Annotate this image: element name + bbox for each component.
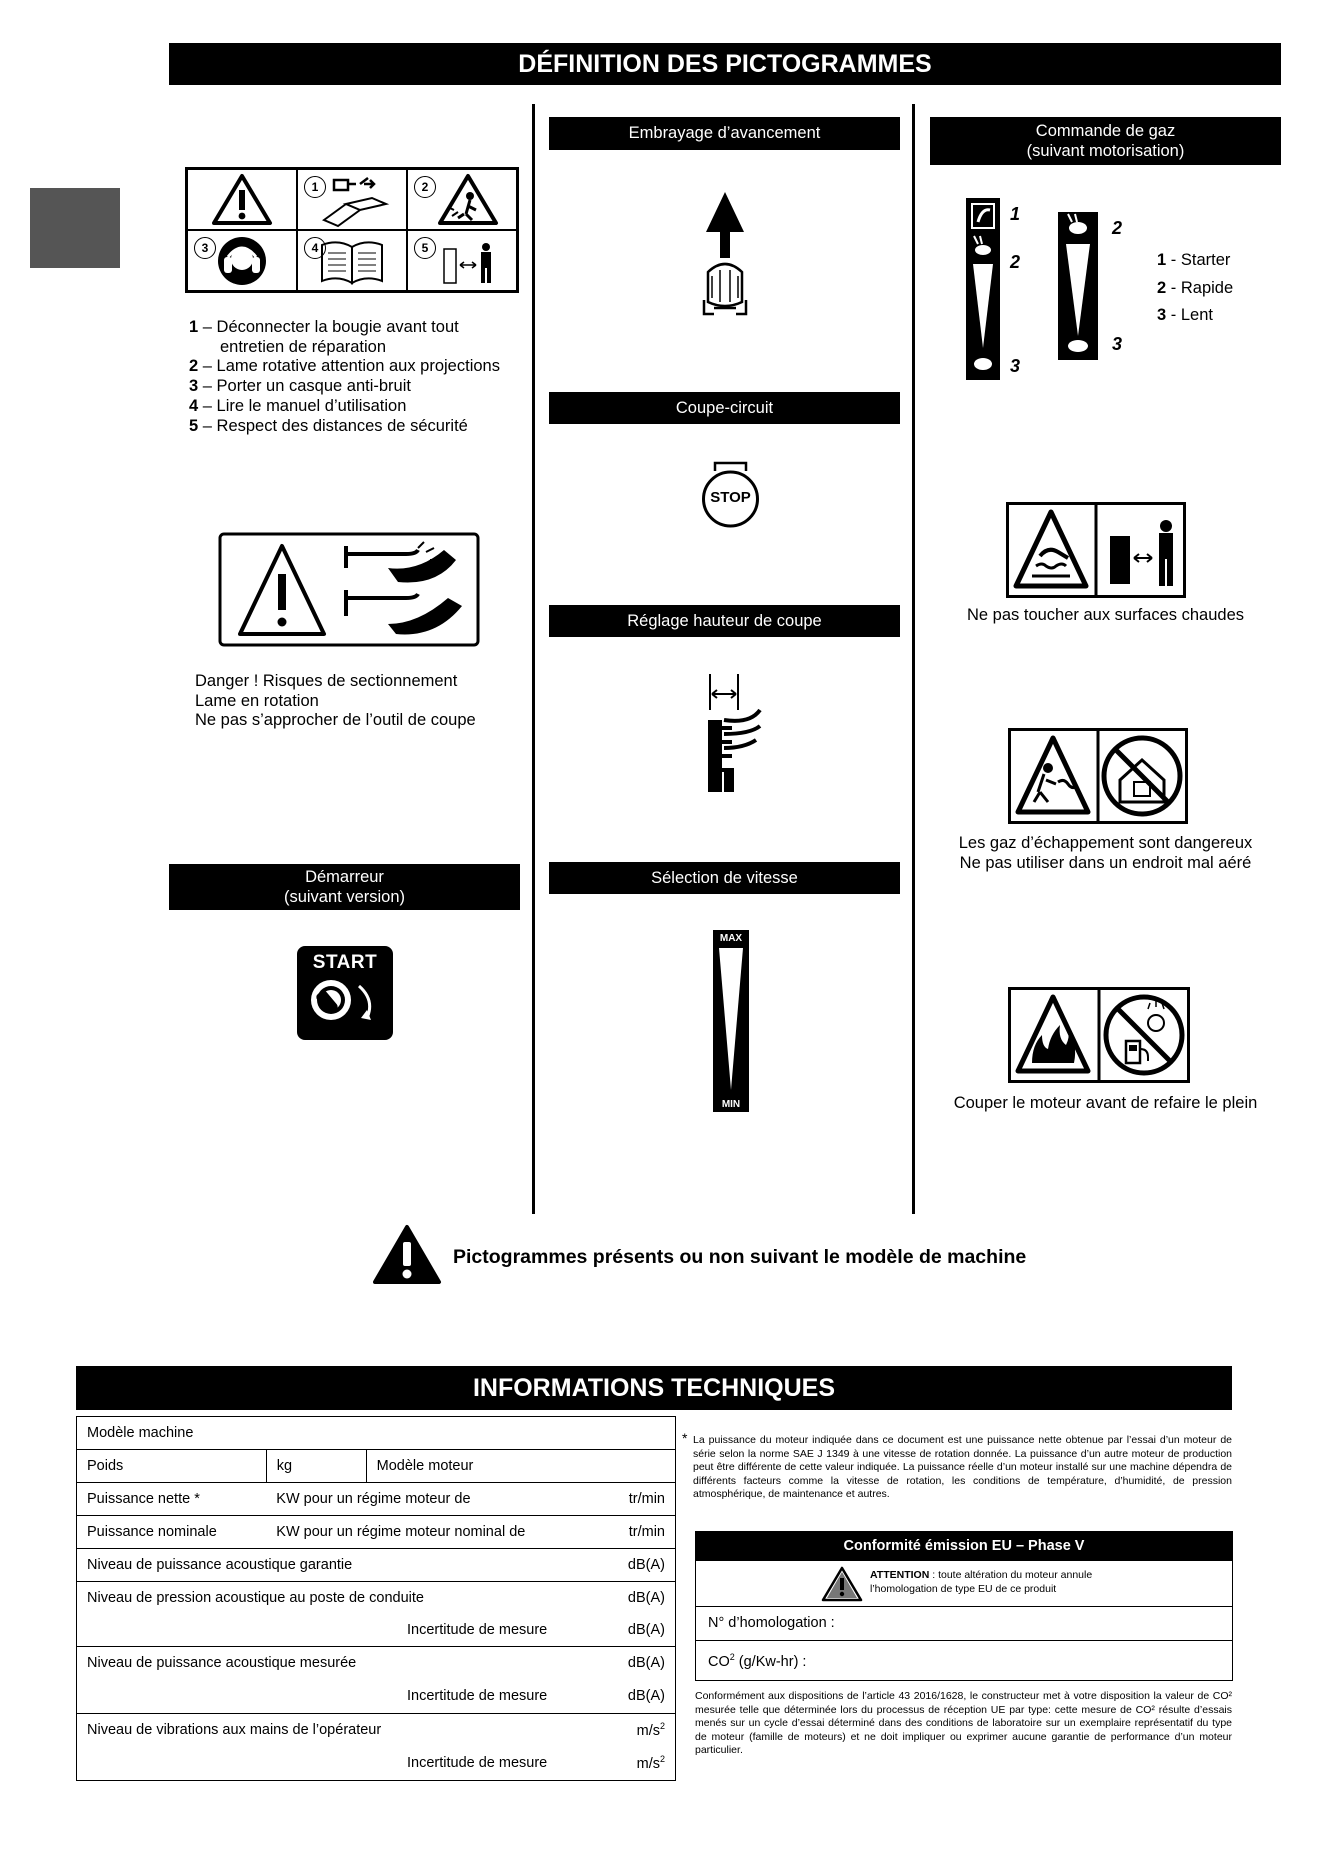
legend-item: 5 – Respect des distances de sécurité xyxy=(189,416,468,435)
spark-plug-manual-icon xyxy=(298,170,406,228)
section-header-reglage: Réglage hauteur de coupe xyxy=(549,605,900,637)
key-icon xyxy=(297,974,393,1038)
pictogram-number: 4 xyxy=(304,237,326,259)
legend-item-continued: entretien de réparation xyxy=(220,337,387,356)
notice-warning-icon xyxy=(372,1224,442,1286)
table-row: Puissance nominale KW pour un régime moteur nominal de tr/min xyxy=(77,1516,676,1549)
table-row: Modèle machine xyxy=(77,1417,676,1450)
pictogram-number: 2 xyxy=(414,176,436,198)
pictogram-legend xyxy=(189,318,529,436)
section-header-selection: Sélection de vitesse xyxy=(549,862,900,894)
pictogram-number: 5 xyxy=(414,237,436,259)
table-row: Puissance nette * KW pour un régime moteur de tr/min xyxy=(77,1483,676,1516)
throttle-number: 2 xyxy=(1010,252,1021,272)
start-key-icon xyxy=(297,946,393,1040)
throttle-number: 3 xyxy=(1112,334,1123,354)
ear-protection-cell xyxy=(187,230,297,291)
throttle-lever-icon xyxy=(966,198,1000,380)
refuel-warning-icon xyxy=(1008,987,1190,1083)
ear-protection-icon xyxy=(188,231,296,289)
throttle-lever-icon xyxy=(1058,212,1098,360)
homologation-row: N° d’homologation : xyxy=(696,1607,1232,1641)
table-row: Incertitude de mesure dB(A) xyxy=(77,1614,676,1647)
table-row: Niveau de puissance acoustique garantie dB(A) xyxy=(77,1549,676,1582)
table-row: Niveau de pression acoustique au poste de conduite dB(A) xyxy=(77,1582,676,1615)
throttle-number: 3 xyxy=(1010,356,1021,376)
table-row: Incertitude de mesure dB(A) xyxy=(77,1679,676,1714)
safety-distance-icon xyxy=(408,231,516,289)
throttle-number: 1 xyxy=(1010,204,1021,224)
section-header-coupe-circuit: Coupe-circuit xyxy=(549,392,900,424)
legend-item: 2 – Lame rotative attention aux projections xyxy=(189,357,500,376)
legend-item: 4 – Lire le manuel d’utilisation xyxy=(189,396,407,415)
manual-cell xyxy=(297,230,407,291)
open-book-icon xyxy=(298,231,406,289)
warning-triangle-icon xyxy=(188,170,296,228)
section-header-gaz: Commande de gaz (suivant motorisation) xyxy=(930,117,1281,165)
column-separator-right xyxy=(912,104,915,1214)
pictogram-number: 3 xyxy=(194,237,216,259)
section-header-demarreur: Démarreur (suivant version) xyxy=(169,864,520,910)
footnote-star: * xyxy=(682,1430,688,1446)
hot-surface-warning-icon xyxy=(1006,502,1186,598)
start-label: START xyxy=(312,952,378,973)
stop-label: STOP xyxy=(710,489,751,506)
blade-danger-icon xyxy=(218,532,480,647)
min-label: MIN xyxy=(721,1099,741,1110)
exhaust-warning-icon xyxy=(1008,728,1188,824)
section-header-embrayage: Embrayage d’avancement xyxy=(549,117,900,150)
refuel-caption: Couper le moteur avant de refaire le plein xyxy=(953,1094,1258,1112)
legend-item: 1 – Déconnecter la bougie avant tout xyxy=(189,318,459,336)
blade-danger-text: Danger ! Risques de sectionnement Lame en rotation Ne pas s’approcher de l’outil de coupe xyxy=(195,672,476,730)
spark-plug-cell xyxy=(297,169,407,230)
table-row: Poids kg Modèle moteur xyxy=(77,1450,676,1483)
table-row: Niveau de vibrations aux mains de l’opérateur $m/s^2$ xyxy=(77,1714,676,1747)
column-separator-left xyxy=(532,104,535,1214)
eu-conformity-box xyxy=(695,1531,1233,1681)
cutting-height-icon xyxy=(702,672,762,794)
tech-section-title: INFORMATIONS TECHNIQUES xyxy=(76,1366,1232,1410)
warning-cell xyxy=(187,169,297,230)
throttle-legend xyxy=(1157,247,1233,330)
table-row: Niveau de puissance acoustique mesurée dB(A) xyxy=(77,1647,676,1680)
eu-conformity-title: Conformité émission EU – Phase V xyxy=(696,1532,1232,1561)
conformity-text: Conformément aux dispositions de l’article 43 2016/1628, le constructeur met à votre disposition la valeur de CO² mesurée telle que déterminée lors du processus de réception UE par type: cette mesure de CO² résulte d’essais menés sur un cycle d’essai déterminé dans des conditions de laboratoire sur un exemplaire représentatif du type de moteur (famille de moteurs) et ne doit impliquer ou exprimer aucune garantie de performance d’un moteur particulier. xyxy=(695,1690,1232,1756)
hot-surface-caption: Ne pas toucher aux surfaces chaudes xyxy=(967,606,1244,624)
max-label: MAX xyxy=(719,933,743,944)
footnote-text: La puissance du moteur indiquée dans ce document est une puissance nette obtenue par l’essai d’un moteur de série selon la norme SAE J 1349 à une vitesse de rotation donnée. La puissance d’un autre moteur de production peut être différente de cette valeur indiquée. La puissance réelle d’un moteur installé sur une machine dépendra de différents facteurs comme la vitesse de rotation, les conditions de température, d’humidité, de pression atmosphérique, de maintenance et autres. xyxy=(693,1434,1232,1500)
margin-tab xyxy=(30,188,120,268)
safety-pictogram-grid xyxy=(185,167,519,293)
legend-item: 1 - Starter xyxy=(1157,251,1231,269)
forward-drive-icon xyxy=(690,190,760,325)
co2-row: $CO^2$ (g/Kw-hr) : xyxy=(708,1652,807,1670)
table-row: Incertitude de mesure $m/s^2$ xyxy=(77,1746,676,1781)
page-title: DÉFINITION DES PICTOGRAMMES xyxy=(169,43,1281,85)
legend-item: 3 – Porter un casque anti-bruit xyxy=(189,377,411,396)
notice-text: Pictogrammes présents ou non suivant le modèle de machine xyxy=(453,1246,1027,1268)
pictogram-number: 1 xyxy=(304,176,326,198)
legend-item: 2 - Rapide xyxy=(1157,278,1234,297)
attention-warning-icon xyxy=(821,1566,863,1602)
stop-button-icon xyxy=(701,459,760,529)
exhaust-caption: Les gaz d’échappement sont dangereux Ne pas utiliser dans un endroit mal aéré xyxy=(958,834,1253,872)
distance-cell xyxy=(407,230,517,291)
legend-item: 3 - Lent xyxy=(1157,306,1213,324)
speed-selector-icon xyxy=(713,930,749,1112)
projection-warning-icon xyxy=(408,170,516,228)
projection-cell xyxy=(407,169,517,230)
tech-table xyxy=(76,1416,676,1781)
attention-row: ATTENTION : toute altération du moteur annule l’homologation de type EU de ce produit xyxy=(696,1561,1232,1607)
throttle-number: 2 xyxy=(1112,218,1123,238)
